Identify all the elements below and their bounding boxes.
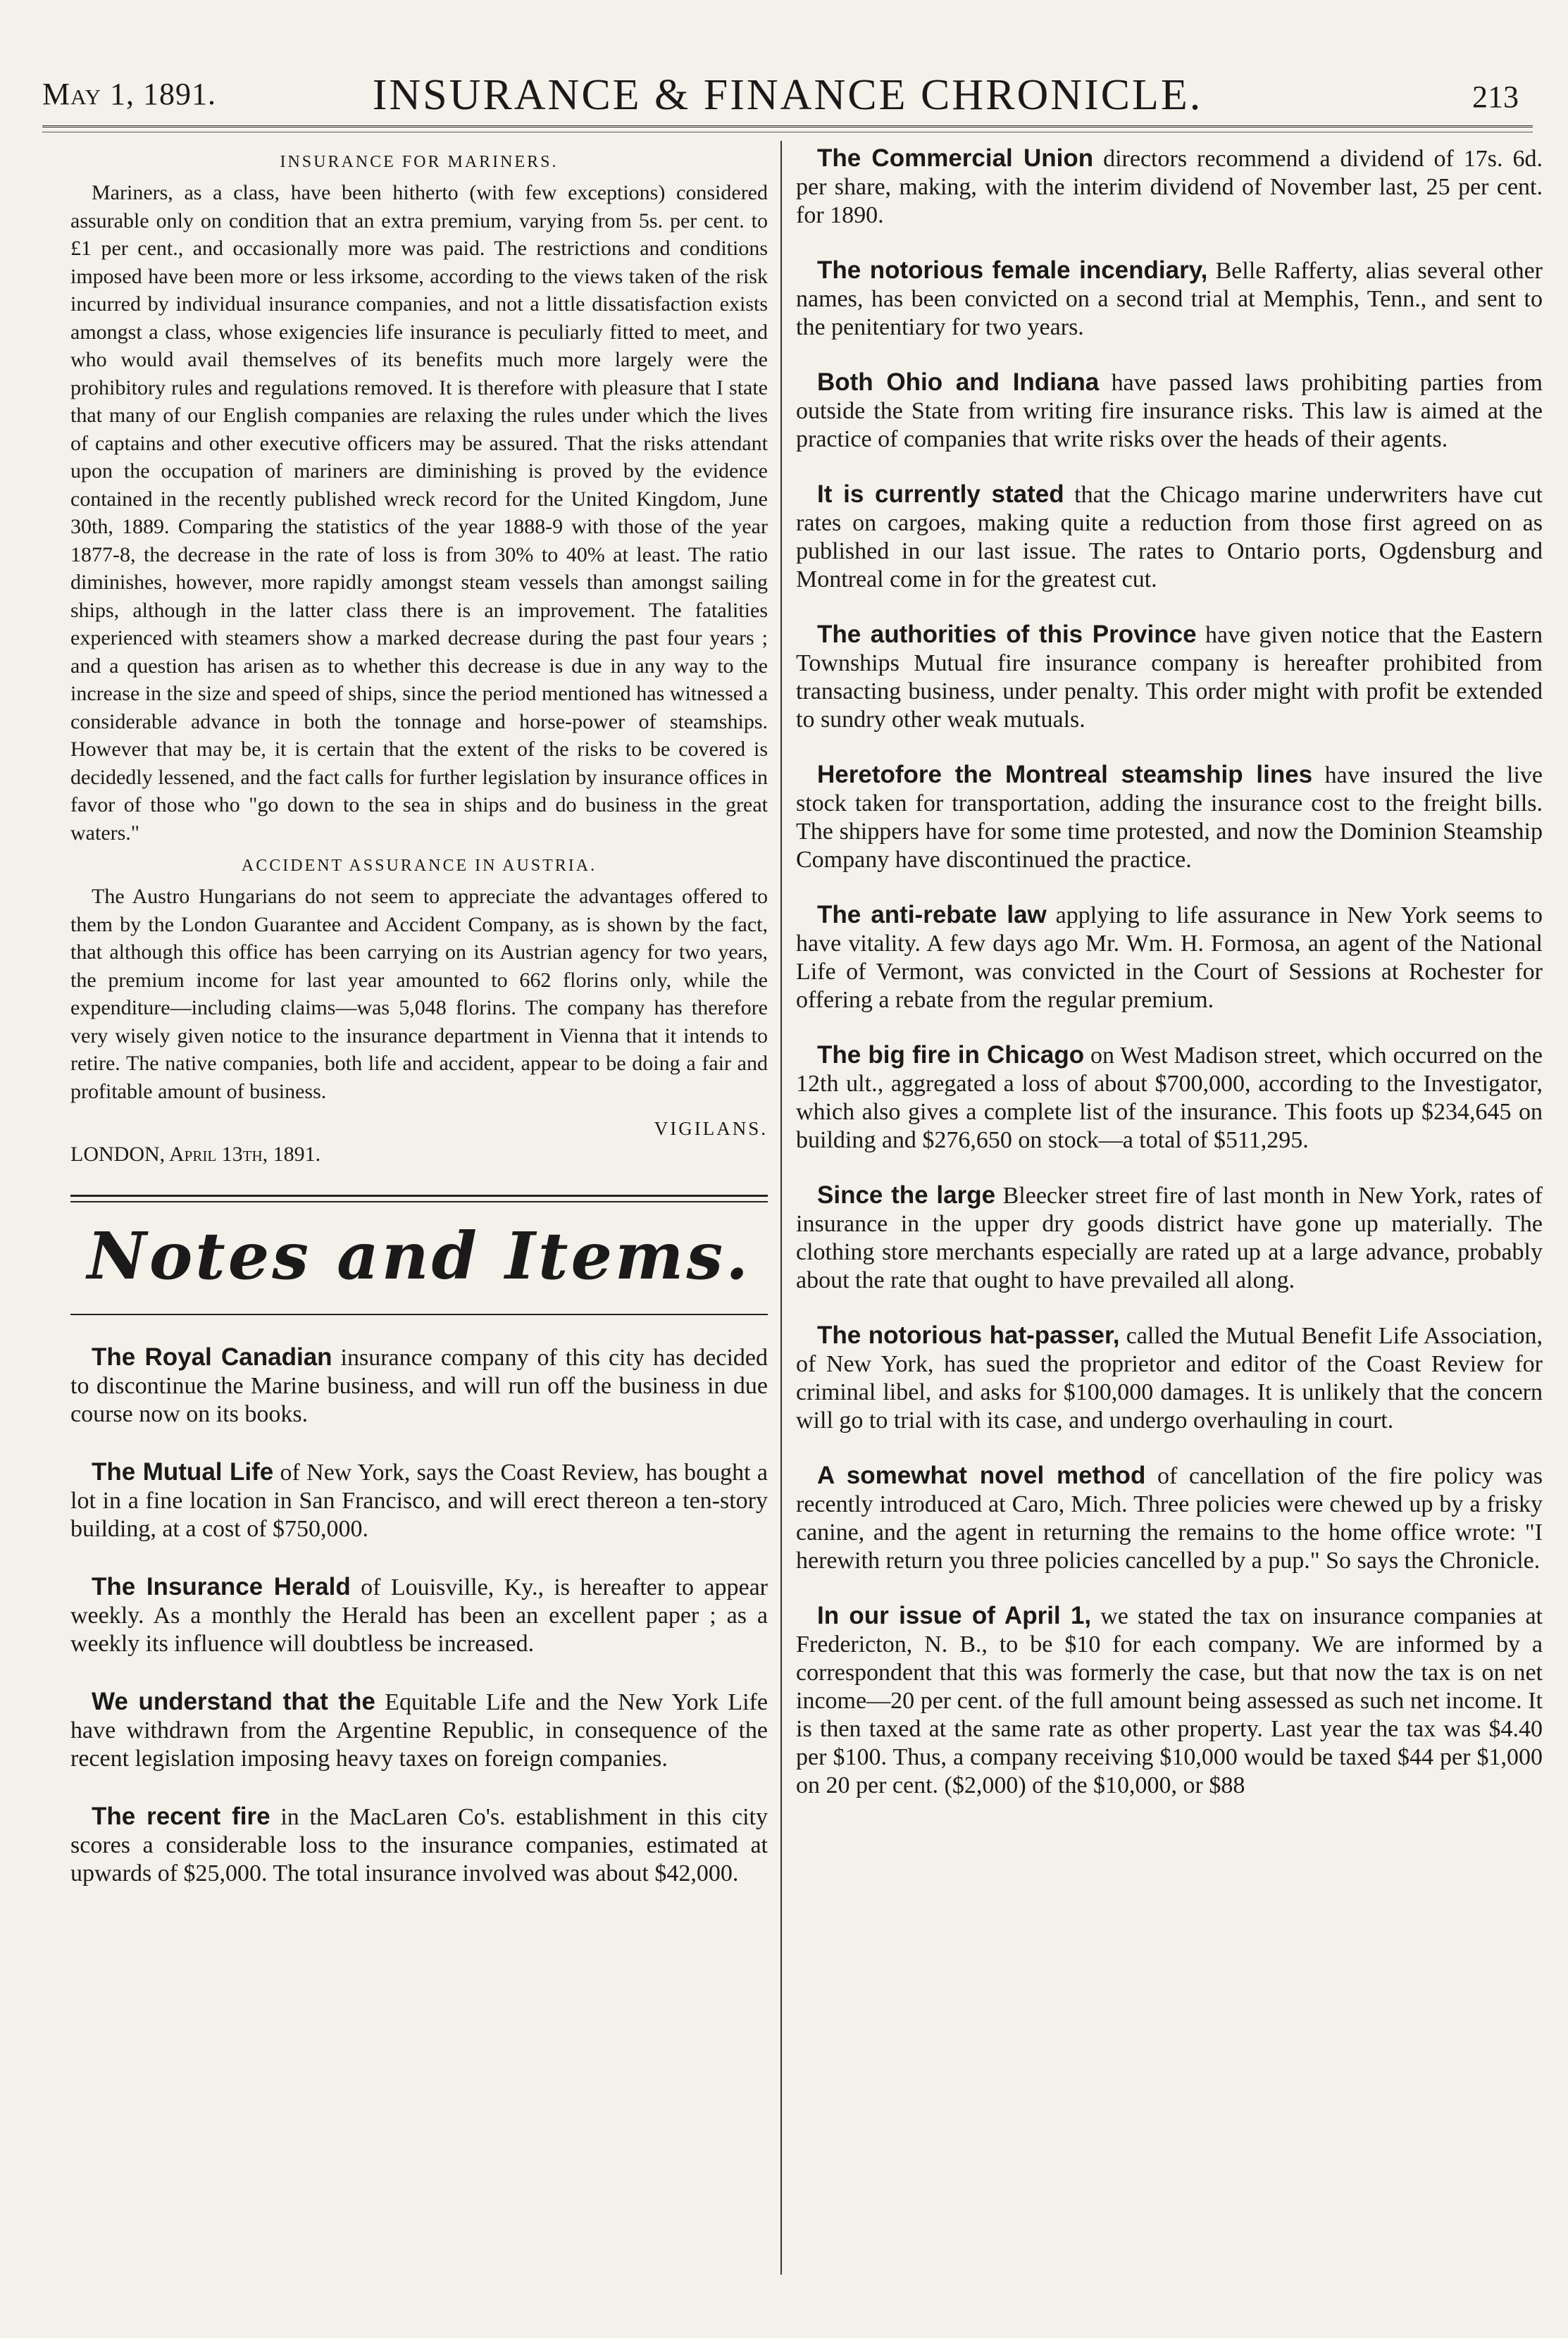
news-item: [796, 621, 1543, 734]
item-lead: The anti-rebate law: [817, 901, 1047, 928]
notes-and-items-title: Notes and Items.: [87, 1218, 752, 1294]
item-text: Belle Rafferty, alias several other names, has been convicted on a second trial at Memphis, Tenn., and sent to the penitentiary for two years.: [796, 258, 1543, 340]
item-text: in the MacLaren Co's. establishment in this city scores a considerable loss to the insurance companies, estimated at upwards of $25,000. The total insurance involved was about $42,000.: [70, 1804, 768, 1886]
item-text: on West Madison street, which occurred on the 12th ult., aggregated a loss of about $700,000, according to the Investigator, which also gives a complete list of the insurance. This foots up $234,645 on building and $276,650 on stock—a total of $511,295.: [796, 1043, 1543, 1153]
item-text: have passed laws prohibiting parties from outside the State from writing fire insurance risks. This law is aimed at the practice of companies that write risks over the heads of their agents.: [796, 370, 1543, 452]
letter-dateline: LONDON, April 13th, 1891.: [70, 1143, 321, 1166]
item-lead: The Royal Canadian: [92, 1343, 332, 1371]
news-item: [796, 1181, 1543, 1295]
item-lead: The recent fire: [92, 1803, 270, 1830]
austria-body: The Austro Hungarians do not seem to appreciate the advantages offered to them by the London Guarantee and Accident Company, as is shown by the fact, that although this office has been carrying on its Austrian agency for two years, the premium income for last year amounted to 662 florins only, while the expenditure—including claims—was 5,048 florins. The company has therefore very wisely given notice to the insurance department in Vienna that it intends to retire. The native companies, both life and accident, appear to be doing a fair and profitable amount of business.: [70, 885, 768, 1103]
news-item: [796, 1322, 1543, 1435]
page-number: 213: [1472, 80, 1519, 114]
news-item: [796, 144, 1543, 230]
news-item: [70, 1573, 768, 1658]
item-text: have given notice that the Eastern Townships Mutual fire insurance company is hereafter prohibited from transacting business, under penalty. This order might with profit be extended to sundry other weak mutuals.: [796, 622, 1543, 733]
item-text: applying to life assurance in New York seems to have vitality. A few days ago Mr. Wm. H. Formosa, an agent of the National Life of Vermont, was convicted in the Court of Sessions at Rochester for offering a rebate from the regular premium.: [796, 902, 1543, 1013]
item-text: we stated the tax on insurance companies at Fredericton, N. B., to be $10 for each company. We are informed by a correspondent that this was formerly the case, but that now the tax is on net income—20 per cent. of the full amount being assessed as such net income. It is then taxed at the same rate as other property. Last year the tax was $4.40 per $100. Thus, a company receiving $10,000 would be taxed $44 per $1,000 on 20 per cent. ($2,000) of the $10,000, or $88: [796, 1603, 1543, 1798]
news-item: [796, 1462, 1543, 1575]
item-lead: The Mutual Life: [92, 1458, 274, 1486]
news-item: [796, 1602, 1543, 1800]
item-lead: Both Ohio and Indiana: [817, 368, 1100, 396]
item-lead: Since the large: [817, 1181, 996, 1209]
mariners-heading: INSURANCE FOR MARINERS.: [280, 153, 559, 171]
news-item: [796, 901, 1543, 1014]
item-lead: We understand that the: [92, 1688, 375, 1715]
item-text: of cancellation of the fire policy was recently introduced at Caro, Mich. Three policies were chewed up by a frisky canine, and the agent in returning the remains to the home office wrote: "I herewith return you three policies cancelled by a pup." So says the Chronicle.: [796, 1463, 1543, 1574]
section-rule: [70, 1195, 768, 1202]
item-text: directors recommend a dividend of 17s. 6d. per share, making, with the interim dividend of November last, 25 per cent. for 1890.: [796, 146, 1543, 228]
news-item: [796, 1041, 1543, 1155]
item-lead: The notorious female incendiary,: [817, 256, 1208, 284]
item-text: called the Mutual Benefit Life Association, of New York, has sued the proprietor and editor of the Coast Review for criminal libel, and asks for $100,000 damages. It is unlikely that the concern will go to trial with its case, and undergo overhauling in court.: [796, 1323, 1543, 1434]
item-text: insurance company of this city has decided to discontinue the Marine business, and will run off the business in due course now on its books.: [70, 1345, 768, 1427]
author-signature: VIGILANS.: [654, 1118, 768, 1139]
item-lead: The Commercial Union: [817, 144, 1094, 172]
news-item: [70, 1343, 768, 1429]
austria-heading: ACCIDENT ASSURANCE IN AUSTRIA.: [241, 857, 597, 875]
item-text: Equitable Life and the New York Life have withdrawn from the Argentine Republic, in consequence of the recent legislation imposing heavy taxes on foreign companies.: [70, 1689, 768, 1772]
item-lead: The Insurance Herald: [92, 1573, 351, 1600]
publication-title: INSURANCE & FINANCE CHRONICLE.: [372, 71, 1203, 119]
news-item: [796, 256, 1543, 342]
news-item: [70, 1688, 768, 1773]
section-underline: [70, 1314, 768, 1315]
news-item: [70, 1803, 768, 1888]
header-rule: [42, 125, 1533, 132]
item-text: that the Chicago marine underwriters have cut rates on cargoes, making quite a reduction from those first agreed on as published in our last issue. The rates to Ontario ports, Ogdensburg and Montreal come in for the greatest cut.: [796, 482, 1543, 592]
item-text: Bleecker street fire of last month in New York, rates of insurance in the upper dry goods district have gone up materially. The clothing store merchants especially are rated up at a large advance, probably about the rate that ought to have prevailed all along.: [796, 1183, 1543, 1293]
item-lead: A somewhat novel method: [817, 1462, 1146, 1489]
news-item: [70, 1458, 768, 1543]
item-lead: Heretofore the Montreal steamship lines: [817, 761, 1313, 788]
right-column: [796, 144, 1543, 1827]
item-lead: In our issue of April 1,: [817, 1602, 1092, 1629]
item-text: have insured the live stock taken for transportation, adding the insurance cost to the freight bills. The shippers have for some time protested, and now the Dominion Steamship Company have discontinued the practice.: [796, 762, 1543, 873]
item-lead: The authorities of this Province: [817, 621, 1197, 648]
left-column: [70, 144, 768, 1917]
news-item: [796, 368, 1543, 454]
item-lead: The big fire in Chicago: [817, 1041, 1085, 1069]
mariners-body: Mariners, as a class, have been hitherto (with few exceptions) considered assurable only on condition that an extra premium, varying from 5s. per cent. to £1 per cent., and occasionally more was paid. The restrictions and conditions imposed have been more or less irksome, according to the views taken of the risk incurred by individual insurance companies, and not a little dissatisfaction exists amongst a class, whose exigencies life insurance is peculiarly fitted to meet, and who would avail themselves of its benefits much more largely were the prohibitory rules and regulations removed. It is therefore with pleasure that I state that many of our English companies are relaxing the rules under which the lives of captains and other executive officers may be assured. That the risks attendant upon the occupation of mariners are diminishing is proved by the evidence contained in the recently published wreck record for the United Kingdom, June 30th, 1889. Comparing the statistics of the year 1888-9 with those of the year 1877-8, the decrease in the rate of loss is from 30% to 40% at least. The ratio diminishes, however, more rapidly amongst steam vessels than amongst sailing ships, although in the latter class there is an improvement. The fatalities experienced with steamers show a marked decrease during the past four years ; and a question has arisen as to whether this decrease is due in any way to the increase in the size and speed of ships, since the period mentioned has witnessed a considerable advance in both the tonnage and horse-power of steamships. However that may be, it is certain that the extent of the risks to be covered is decidedly lessened, and the fact calls for further legislation by insurance offices in favor of those who "go down to the sea in ships and do business in the great waters.": [70, 181, 768, 845]
issue-date: May 1, 1891.: [42, 77, 217, 111]
news-item: [796, 480, 1543, 594]
page-header: [42, 63, 1533, 120]
item-lead: The notorious hat-passer,: [817, 1322, 1120, 1349]
column-divider: [780, 141, 782, 2275]
item-text: of New York, says the Coast Review, has bought a lot in a fine location in San Francisco, and will erect thereon a ten-story building, at a cost of $750,000.: [70, 1460, 768, 1542]
item-text: of Louisville, Ky., is hereafter to appear weekly. As a monthly the Herald has been an excellent paper ; as a weekly its influence will doubtless be increased.: [70, 1574, 768, 1657]
news-item: [796, 761, 1543, 874]
item-lead: It is currently stated: [817, 480, 1064, 508]
